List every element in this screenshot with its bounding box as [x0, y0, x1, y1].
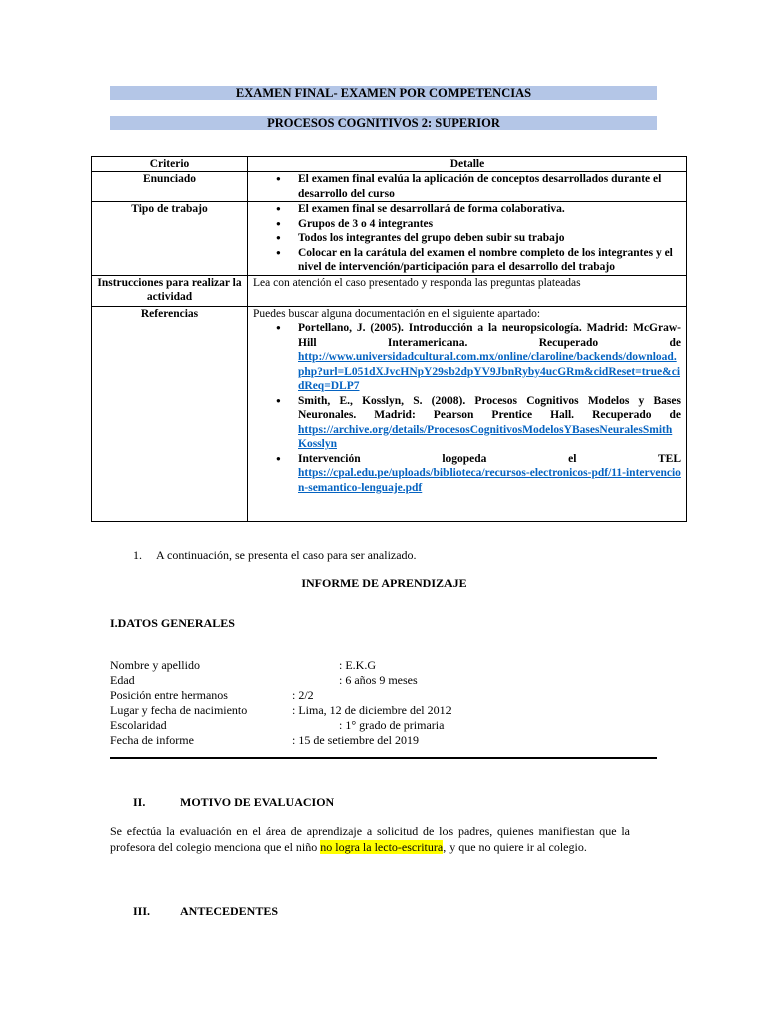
antecedentes-title: ANTECEDENTES — [180, 904, 279, 918]
reference-link[interactable]: https://cpal.edu.pe/uploads/biblioteca/recursos-electronicos-pdf/11-intervencion-semantico-lenguaje.pdf — [298, 467, 681, 494]
motivo-highlight: no logra la lecto-escritura — [320, 840, 444, 854]
reference-text: ● Smith, E., Kosslyn, S. (2008). Procesos Cognitivos Modelos y Bases Neuronales. Madrid: Pearson Prentice Hall. Recuperado de — [298, 394, 681, 421]
list-text: A continuación, se presenta el caso para ser analizado. — [156, 548, 417, 562]
datos-label: Escolaridad — [110, 718, 167, 732]
reference-item — [298, 452, 681, 496]
list-item: ● El examen final evalúa la aplicación de conceptos desarrollados durante el desarrollo del curso — [298, 172, 681, 201]
motivo-title: MOTIVO DE EVALUACION — [180, 795, 335, 809]
row-instrucciones — [92, 275, 687, 306]
table-header-row — [92, 157, 687, 172]
list-item: ● Grupos de 3 o 4 integrantes — [298, 217, 681, 232]
datos-value: : 6 años 9 meses — [339, 673, 418, 687]
list-item: ● El examen final se desarrollará de forma colaborativa. — [298, 202, 681, 217]
row-enunciado — [92, 172, 687, 202]
datos-value: : 2/2 — [292, 688, 314, 702]
datos-value: : 15 de setiembre del 2019 — [292, 733, 419, 747]
reference-link[interactable]: http://www.universidadcultural.com.mx/online/claroline/backends/download.php?url=L051dXJvcHNpY29sb2dpYV9JbnRyby4ucGRm&cidReset=true&cidReq=DLP7 — [298, 351, 681, 392]
motivo-paragraph — [110, 823, 630, 855]
motivo-text: Se efectúa la evaluación en el área de aprendizaje a solicitud de los padres, quienes manifiestan que la profesora del colegio menciona que el niño — [110, 824, 630, 854]
label-enunciado: Enunciado — [92, 172, 248, 202]
datos-value: : E.K.G — [339, 658, 376, 672]
course-title: PROCESOS COGNITIVOS 2: SUPERIOR — [110, 116, 657, 130]
referencias-intro: Puedes buscar alguna documentación en el siguiente apartado: — [253, 307, 541, 320]
datos-label: Nombre y apellido — [110, 658, 200, 672]
row-referencias — [92, 306, 687, 521]
header-detalle: Detalle — [248, 157, 687, 172]
motivo-number: II. — [133, 795, 146, 809]
reference-item — [298, 321, 681, 394]
reference-link[interactable]: https://archive.org/details/ProcesosCognitivosModelosYBasesNeuralesSmithKosslyn — [298, 423, 673, 450]
detail-enunciado — [248, 172, 687, 202]
header-criterio: Criterio — [92, 157, 248, 172]
list-item: ● Todos los integrantes del grupo deben subir su trabajo — [298, 231, 681, 246]
informe-title: INFORME DE APRENDIZAJE — [301, 576, 467, 590]
detail-tipo — [248, 202, 687, 276]
list-item: ● Colocar en la carátula del examen el nombre completo de los integrantes y el nivel de intervención/participación para el desarrollo del trabajo — [298, 246, 681, 275]
label-referencias: Referencias — [92, 306, 248, 521]
divider — [110, 757, 657, 759]
reference-text: ● Portellano, J. (2005). Introducción a la neuropsicología. Madrid: McGraw-Hill Interamericana. Recuperado de — [298, 322, 681, 349]
reference-text: ● Intervención logopeda el TEL — [298, 452, 681, 465]
antecedentes-number: III. — [133, 904, 151, 918]
row-tipo — [92, 202, 687, 276]
reference-item — [298, 394, 681, 452]
detail-instrucciones: Lea con atención el caso presentado y responda las preguntas plateadas — [248, 275, 687, 306]
datos-label: Edad — [110, 673, 135, 687]
criteria-table — [91, 156, 687, 522]
exam-title: EXAMEN FINAL- EXAMEN POR COMPETENCIAS — [110, 86, 657, 100]
label-instrucciones: Instrucciones para realizar la actividad — [92, 275, 248, 306]
list-number: 1. — [133, 548, 142, 562]
detail-referencias — [248, 306, 687, 521]
datos-label: Posición entre hermanos — [110, 688, 228, 702]
datos-label: Lugar y fecha de nacimiento — [110, 703, 248, 717]
datos-label: Fecha de informe — [110, 733, 194, 747]
motivo-text-end: , y que no quiere ir al colegio. — [443, 840, 587, 854]
label-tipo: Tipo de trabajo — [92, 202, 248, 276]
datos-value: : 1° grado de primaria — [339, 718, 445, 732]
datos-title: I.DATOS GENERALES — [110, 616, 235, 630]
datos-value: : Lima, 12 de diciembre del 2012 — [292, 703, 452, 717]
